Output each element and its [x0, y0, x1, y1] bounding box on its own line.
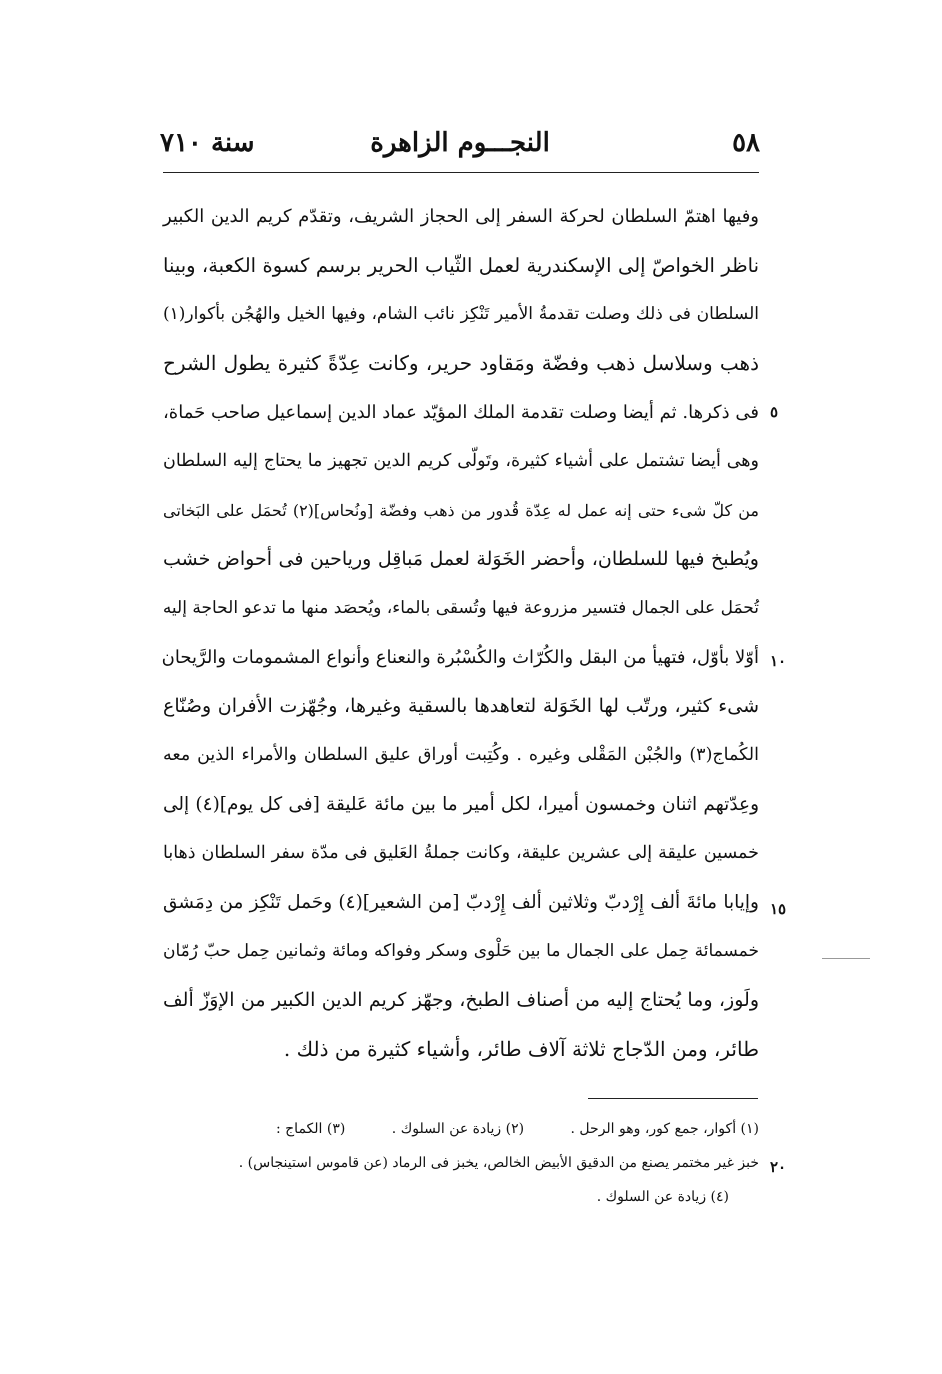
line-number-20: ٢٠: [770, 1158, 787, 1176]
text-line: وهى أيضا تشتمل على أشياء كثيرة، وتَولّى كريم الدين تجهيز ما يحتاج إليه السلطان: [163, 451, 759, 471]
page-number: ٥٨: [732, 128, 760, 158]
text-line: من كلّ شىء حتى إنه عمل له عِدّة قُدور من ذهب وفضّة [ونُحاس](٢) تُحمَل على البَخاتى: [163, 501, 760, 520]
main-text: [163, 192, 759, 1074]
text-line: شىء كثير، ورتّب لها الخَوَلة لتعاهدها بالسقية وغيرها، وجُهّزت الأفران وصُنّاع: [163, 695, 759, 717]
running-header: [160, 122, 760, 166]
text-line: الكُماج(٣) والجُبْن المَقْلى وغيره . وكُتِبت أوراق عليق السلطان والأمراء الذين معه: [163, 745, 759, 765]
margin-mark: [822, 958, 870, 959]
header-rule: [163, 172, 759, 173]
book-title: النجـــوم الزاهرة: [370, 128, 550, 158]
text-line: فى ذكرها. ثم أيضا وصلت تقدمة الملك المؤيّد عماد الدين إسماعيل صاحب حَماة،: [163, 402, 759, 423]
text-line: خمسين عليقة إلى عشرين عليقة، وكانت جملةُ العَليق فى مدّة سفر السلطان ذهابا: [163, 843, 759, 863]
text-line: وفيها اهتمّ السلطان لحركة السفر إلى الحجاز الشريف، وتقدّم كريم الدين الكبير: [163, 206, 759, 227]
text-line: وإيابا مائةَ ألف إِرْدبّ وثلاثين ألف إِرْدبّ [من الشعير](٤) وحَمل تَنْكِز من دِمَشق: [163, 892, 759, 913]
text-line: أوّلا بأوّل، فتهيأ من البقل والكُرّاث والكُسْبُرة والنعناع وأنواع المشمومات والرَّيحان: [161, 647, 759, 668]
footnote-3-continuation: خبز غير مختمر يصنع من الدقيق الأبيض الخالص، يخبز فى الرماد (عن قاموس استينجاس) .: [238, 1155, 759, 1171]
footnote-rule: [588, 1098, 758, 1099]
year-label: سنة ٧١٠: [160, 128, 255, 158]
text-line: طائر، ومن الدّجاج ثلاثة آلاف طائر، وأشياء كثيرة من ذلك .: [283, 1037, 759, 1061]
text-line: تُحمَل على الجمال فتسير مزروعة فيها وتُسقى بالماء، ويُحصَد منها ما تدعو الحاجة إليه: [162, 598, 759, 618]
footnote-2: (٢) زيادة عن السلوك .: [391, 1121, 525, 1137]
footnotes: [163, 1112, 759, 1214]
text-line: وعِدّتهم اثنان وخمسون أميرا، لكل أمير ما بين مائة عَليقة [فى كل يوم](٤) إلى: [163, 794, 760, 815]
text-line: ذهب وسلاسل ذهب وفضّة ومَقاود حرير، وكانت عِدّةً كثيرة يطول الشرح: [163, 351, 759, 375]
footnote-4: (٤) زيادة عن السلوك .: [596, 1189, 729, 1205]
text-line: خمسمائة حِمل على الجمال ما بين حَلْوى وسكر وفواكه ومائة وثمانين حِمل حبّ رُمّان: [163, 941, 759, 961]
line-number-5: ٥: [770, 403, 779, 421]
text-line: ناظر الخواصّ إلى الإسكندرية لعمل الثّياب الحرير برسم كسوة الكعبة، وبينا: [163, 254, 759, 277]
line-number-10: ١٠: [770, 652, 787, 670]
line-number-15: ١٥: [770, 900, 787, 918]
text-line: السلطان فى ذلك وصلت تقدمةُ الأمير تَنْكِز نائب الشام، وفيها الخيل والهُجُن بأكوار(١): [163, 304, 759, 324]
text-line: ويُطبخ فيها للسلطان، وأحضر الخَوَلة لعمل مَباقِل ورياحين فى أحواض خشب: [163, 548, 759, 570]
text-line: ولَوز، وما يُحتاج إليه من أصناف الطبخ، وجهّز كريم الدين الكبير من الإوَزّ ألف: [163, 989, 759, 1011]
footnote-line: [163, 1112, 759, 1146]
footnote-1: (١) أكوار، جمع كور، وهو الرحل .: [570, 1121, 759, 1137]
footnote-3: (٣) الكماج :: [275, 1121, 346, 1137]
